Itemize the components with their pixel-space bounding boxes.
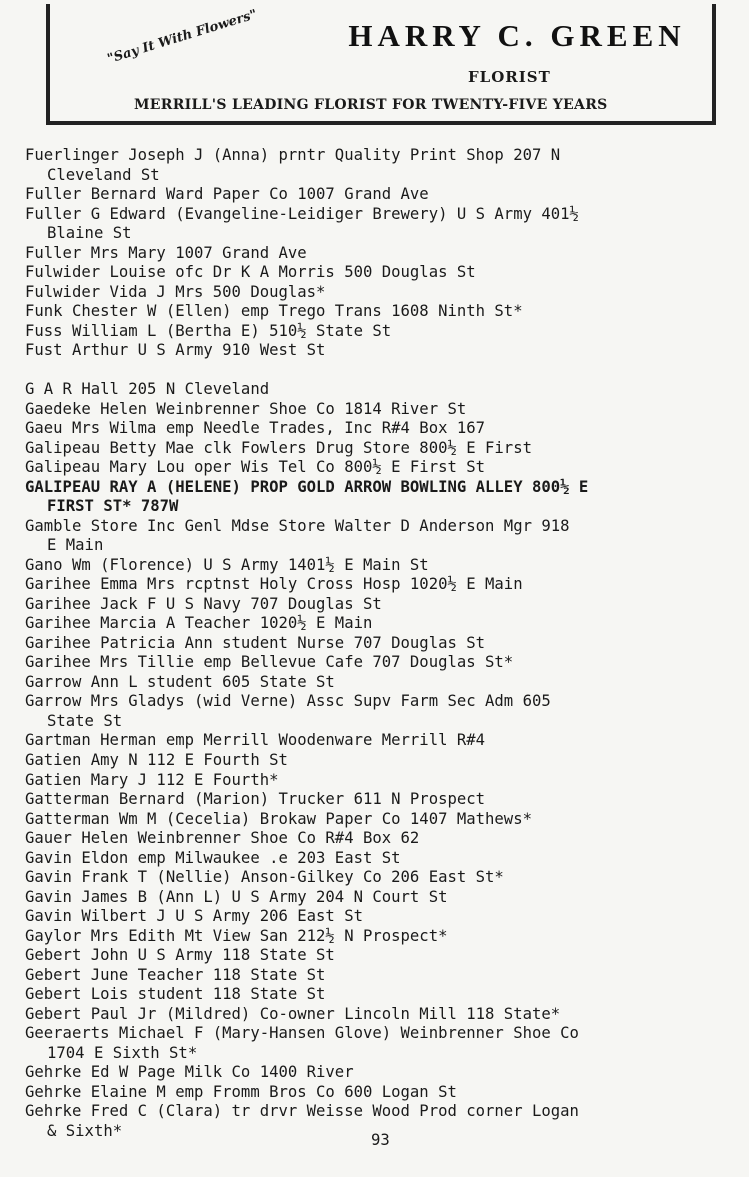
advertiser-name: HARRY C. GREEN [348, 18, 686, 53]
directory-entry: Gaeu Mrs Wilma emp Needle Trades, Inc R#4 Box 167 [25, 419, 486, 438]
directory-entry: Fust Arthur U S Army 910 West St [25, 341, 326, 360]
directory-entry: Gatterman Bernard (Marion) Trucker 611 N Prospect [25, 790, 486, 809]
ad-tagline: "Say It With Flowers" [105, 7, 260, 68]
section-gap [25, 361, 741, 381]
directory-entry: Garihee Emma Mrs rcptnst Holy Cross Hosp 1020½ E Main [25, 575, 523, 594]
directory-entry: Gauer Helen Weinbrenner Shoe Co R#4 Box 62 [25, 829, 420, 848]
directory-entry: Funk Chester W (Ellen) emp Trego Trans 1608 Ninth St* [25, 302, 523, 321]
ad-slogan: MERRILL'S LEADING FLORIST FOR TWENTY-FIVE YEARS [134, 97, 608, 113]
directory-entry: Gartman Herman emp Merrill Woodenware Merrill R#4 [25, 731, 486, 750]
directory-entry: Fuerlinger Joseph J (Anna) prntr Quality Print Shop 207 N [25, 146, 561, 164]
directory-entry: Gamble Store Inc Genl Mdse Store Walter D Anderson Mgr 918 [25, 516, 570, 535]
directory-entry: Garihee Jack F U S Navy 707 Douglas St [25, 594, 382, 613]
directory-entry: Garihee Mrs Tillie emp Bellevue Cafe 707 Douglas St* [25, 653, 514, 672]
directory-entry: Fuller Bernard Ward Paper Co 1007 Grand Ave [25, 185, 429, 204]
directory-entry: Gebert John U S Army 118 State St [25, 946, 335, 965]
directory-entry-continuation: FIRST ST* 787W [47, 497, 179, 516]
directory-entry-continuation: E Main [47, 536, 104, 555]
directory-entry: Garihee Marcia A Teacher 1020½ E Main [25, 614, 373, 633]
directory-entry: Gebert Paul Jr (Mildred) Co-owner Lincoln Mill 118 State* [25, 1004, 561, 1023]
directory-entry: Fuss William L (Bertha E) 510½ State St [25, 321, 392, 340]
directory-entry: Geeraerts Michael F (Mary-Hansen Glove) Weinbrenner Shoe Co [25, 1024, 579, 1043]
directory-entry: Gebert Lois student 118 State St [25, 985, 326, 1004]
directory-entry: Gaylor Mrs Edith Mt View San 212½ N Prospect* [25, 926, 448, 945]
directory-entry: Gehrke Ed W Page Milk Co 1400 River [25, 1063, 354, 1082]
directory-entry: Gaedeke Helen Weinbrenner Shoe Co 1814 River St [25, 399, 467, 418]
directory-entry: GALIPEAU RAY A (HELENE) PROP GOLD ARROW BOWLING ALLEY 800½ E [25, 477, 589, 496]
directory-entry: Garrow Mrs Gladys (wid Verne) Assc Supv Farm Sec Adm 605 [25, 692, 551, 711]
directory-entry: G A R Hall 205 N Cleveland [25, 380, 270, 399]
ad-business-type: FLORIST [468, 68, 551, 86]
directory-entry: Garrow Ann L student 605 State St [25, 672, 335, 691]
directory-entry: Galipeau Mary Lou oper Wis Tel Co 800½ E First St [25, 458, 486, 477]
directory-entry: Gehrke Elaine M emp Fromm Bros Co 600 Logan St [25, 1082, 457, 1101]
directory-entry-continuation: 1704 E Sixth St* [47, 1043, 198, 1062]
directory-entry: Gatien Mary J 112 E Fourth* [25, 770, 279, 789]
directory-entry: Gatterman Wm M (Cecelia) Brokaw Paper Co 1407 Mathews* [25, 809, 532, 828]
directory-entry: Gano Wm (Florence) U S Army 1401½ E Main St [25, 555, 429, 574]
directory-entry: Gatien Amy N 112 E Fourth St [25, 750, 288, 769]
directory-entry: Galipeau Betty Mae clk Fowlers Drug Store 800½ E First [25, 438, 532, 457]
directory-listings [25, 146, 741, 1141]
directory-entry-continuation: Blaine St [47, 224, 132, 243]
directory-entry: Gehrke Fred C (Clara) tr drvr Weisse Wood Prod corner Logan [25, 1102, 579, 1121]
page-number: 93 [371, 1131, 390, 1149]
directory-entry: Fulwider Louise ofc Dr K A Morris 500 Douglas St [25, 263, 476, 282]
directory-entry-continuation: Cleveland St [47, 165, 160, 184]
directory-entry: Garihee Patricia Ann student Nurse 707 Douglas St [25, 633, 486, 652]
directory-entry: Gavin James B (Ann L) U S Army 204 N Court St [25, 887, 448, 906]
directory-entry: Gebert June Teacher 118 State St [25, 965, 326, 984]
directory-entry-continuation: & Sixth* [47, 1121, 123, 1140]
directory-entry-continuation: State St [47, 711, 123, 730]
directory-entry: Fuller Mrs Mary 1007 Grand Ave [25, 243, 307, 262]
directory-entry: Gavin Wilbert J U S Army 206 East St [25, 907, 363, 926]
florist-advertisement [46, 4, 716, 125]
directory-entry: Gavin Frank T (Nellie) Anson-Gilkey Co 206 East St* [25, 868, 504, 887]
directory-entry: Gavin Eldon emp Milwaukee .e 203 East St [25, 848, 401, 867]
directory-entry: Fuller G Edward (Evangeline-Leidiger Brewery) U S Army 401½ [25, 204, 579, 223]
directory-entry: Fulwider Vida J Mrs 500 Douglas* [25, 282, 326, 301]
